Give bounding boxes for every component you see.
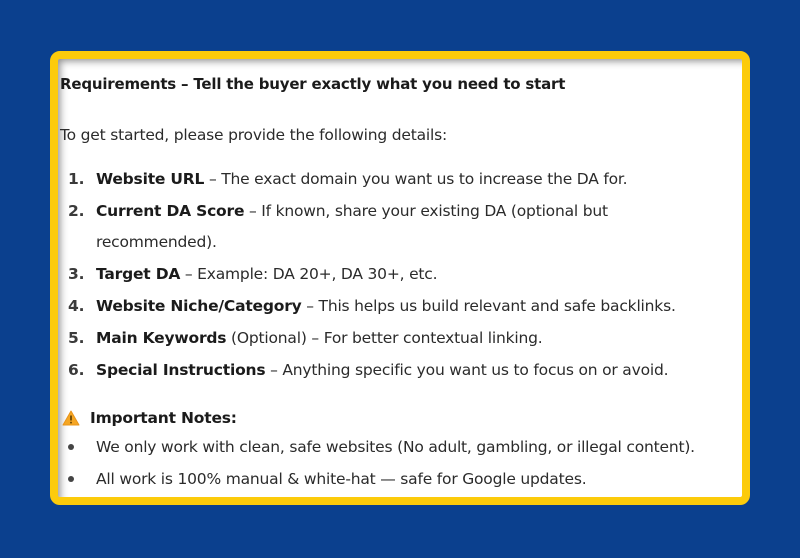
bullet-icon bbox=[68, 444, 74, 450]
item-title: Main Keywords bbox=[96, 329, 227, 347]
item-description: (Optional) – For better contextual linking. bbox=[226, 329, 543, 347]
item-description: – Example: DA 20+, DA 30+, etc. bbox=[180, 265, 438, 283]
item-title: Special Instructions bbox=[96, 361, 266, 379]
requirements-content bbox=[58, 59, 742, 497]
bullet-icon bbox=[68, 476, 74, 482]
note-text: We only work with clean, safe websites (No adult, gambling, or illegal content). bbox=[96, 438, 695, 456]
requirements-heading: Requirements – Tell the buyer exactly what you need to start bbox=[60, 75, 566, 93]
list-number: 2. bbox=[68, 202, 85, 220]
item-title: Website URL bbox=[96, 170, 205, 188]
list-number: 6. bbox=[68, 361, 85, 379]
list-number: 3. bbox=[68, 265, 85, 283]
list-number: 4. bbox=[68, 297, 85, 315]
requirements-card bbox=[50, 51, 750, 505]
item-description: – Anything specific you want us to focus on or avoid. bbox=[265, 361, 669, 379]
note-text: All work is 100% manual & white-hat — safe for Google updates. bbox=[96, 470, 587, 488]
item-description: – This helps us build relevant and safe backlinks. bbox=[301, 297, 676, 315]
list-number: 1. bbox=[68, 170, 85, 188]
notes-title: Important Notes: bbox=[90, 409, 237, 427]
item-description-continued: recommended). bbox=[96, 233, 217, 251]
item-title: Current DA Score bbox=[96, 202, 245, 220]
list-number: 5. bbox=[68, 329, 85, 347]
item-description: – The exact domain you want us to increase the DA for. bbox=[204, 170, 628, 188]
item-description: – If known, share your existing DA (optional but bbox=[244, 202, 608, 220]
warning-icon bbox=[62, 410, 80, 426]
item-title: Target DA bbox=[96, 265, 181, 283]
intro-text: To get started, please provide the following details: bbox=[60, 126, 448, 144]
item-title: Website Niche/Category bbox=[96, 297, 302, 315]
